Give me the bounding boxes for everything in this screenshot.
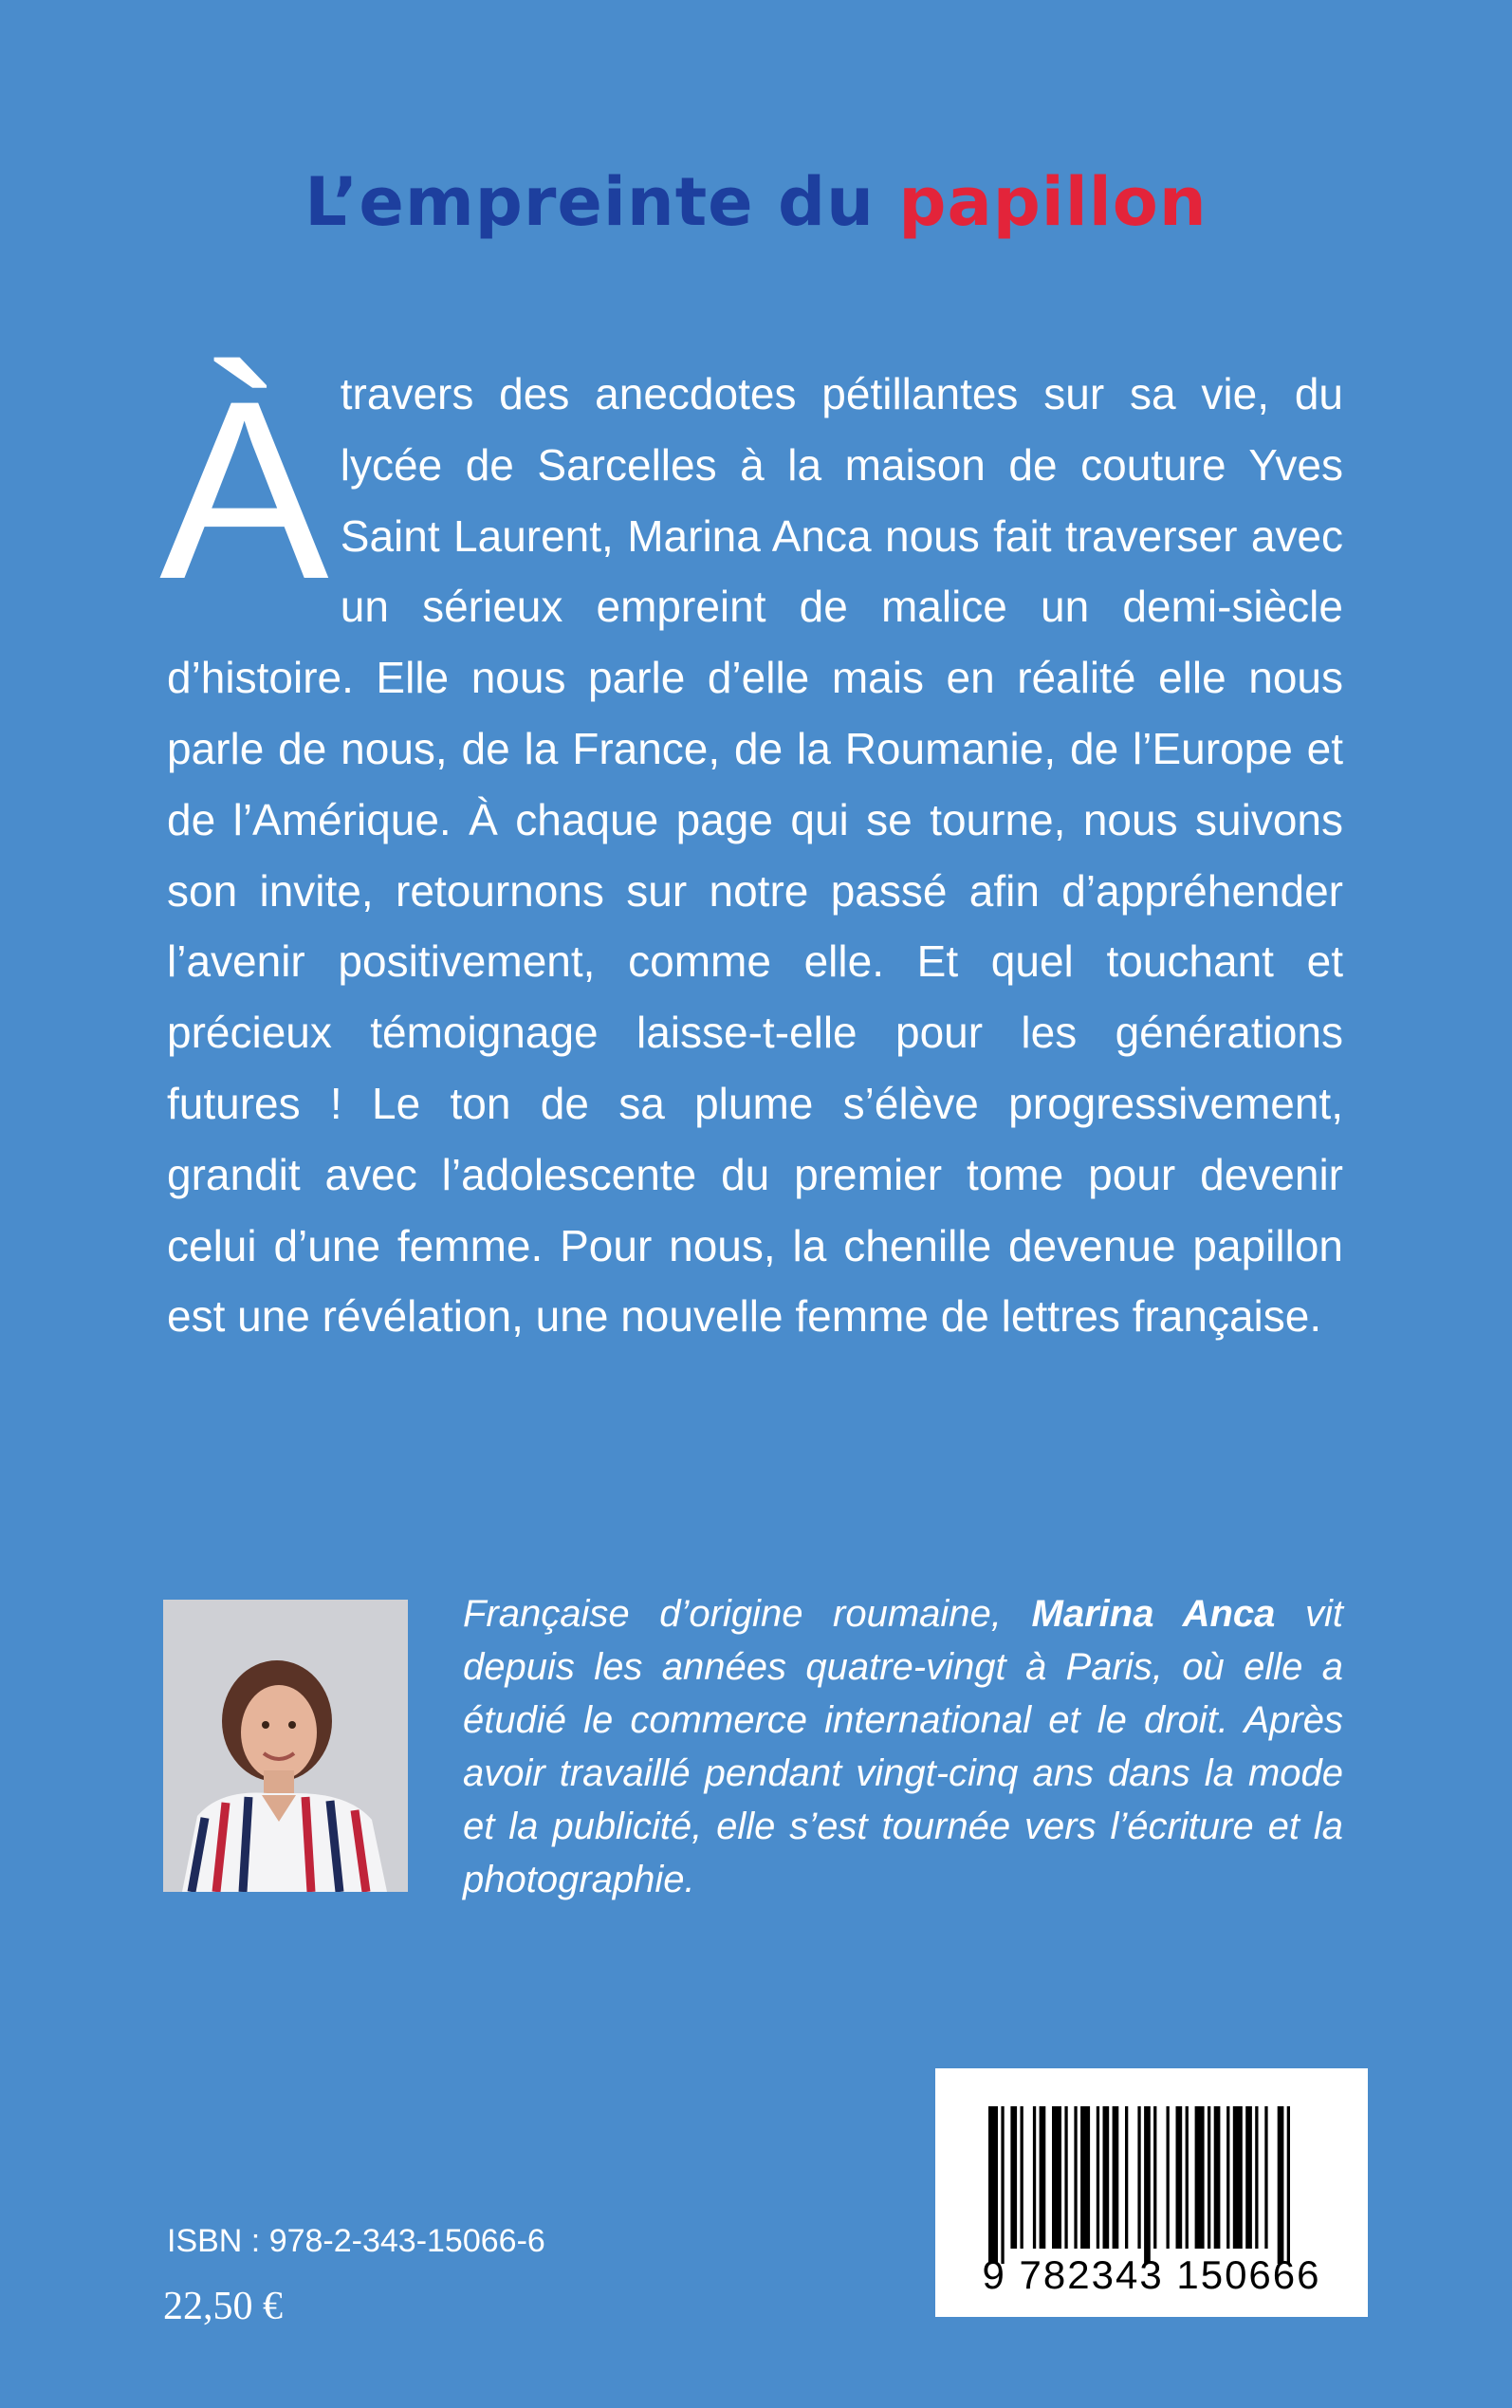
barcode-bar — [1052, 2106, 1061, 2249]
price: 22,50 € — [163, 2285, 283, 2328]
drop-cap: À — [159, 347, 329, 632]
barcode-bar — [1097, 2106, 1099, 2249]
author-name: Marina Anca — [1031, 1593, 1276, 1635]
barcode-bar — [1074, 2106, 1077, 2249]
barcode-bar — [1144, 2106, 1151, 2264]
back-cover-blurb — [159, 347, 1343, 1352]
barcode-bar — [1208, 2106, 1210, 2249]
author-bio-intro: Française d’origine roumaine, — [463, 1593, 1032, 1635]
author-portrait-image — [163, 1600, 408, 1892]
author-photo — [163, 1600, 408, 1892]
blurb-text: travers des anecdotes pétillantes sur sa vie, du lycée de Sarcelles à la maison de couture Yves Saint Laurent, Marina Anca nous fait traverser avec un sérieux empreint de malice un demi-siècle d’histoire. Elle nous parle d’elle mais en réalité elle nous parle de nous, de la France, de la Roumanie, de l’Europe et de l’Amérique. À chaque page qui se tourne, nous suivons son invite, retournons sur notre passé afin d’appréhender l’avenir positivement, comme elle. Et quel touchant et précieux témoignage laisse-t-elle pour les générations futures ! Le ton de sa plume s’élève progressivement, grandit avec l’adolescente du premier tome pour devenir celui d’une femme. Pour nous, la chenille devenue papillon est une révélation, une nouvelle femme de lettres française. — [167, 369, 1343, 1342]
barcode-bar — [1010, 2106, 1017, 2249]
barcode-bar — [1176, 2106, 1183, 2249]
title-part-1: L’empreinte — [304, 163, 754, 241]
author-bio — [463, 1587, 1343, 1906]
barcode-bar — [1245, 2106, 1252, 2249]
isbn: ISBN : 978-2-343-15066-6 — [167, 2223, 545, 2259]
barcode-bar — [1001, 2106, 1004, 2264]
barcode-bar — [1214, 2106, 1221, 2249]
barcode-bar — [1033, 2106, 1036, 2249]
barcode-digits: 9 782343 150666 — [982, 2252, 1321, 2297]
barcode-bar — [1233, 2106, 1243, 2249]
barcode-bar — [1080, 2106, 1090, 2249]
barcode-bar — [1167, 2106, 1170, 2249]
barcode-bar — [1137, 2106, 1140, 2249]
barcode-bar — [1195, 2106, 1205, 2249]
barcode-bar — [1125, 2106, 1128, 2249]
barcode-bar — [988, 2106, 998, 2264]
barcode-bar — [1103, 2106, 1110, 2249]
barcode-bar — [1113, 2106, 1119, 2249]
barcode-bar — [1264, 2106, 1267, 2249]
barcode-bar — [1287, 2106, 1290, 2264]
barcode-bar — [1186, 2106, 1189, 2249]
barcode-bar — [1153, 2106, 1156, 2249]
author-bio-rest: vit depuis les années quatre-vingt à Paris, où elle a étudié le commerce international et le droit. Après avoir travaillé pendant vingt-cinq ans dans la mode et la publicité, elle s’est tournée vers l’écriture et la photographie. — [463, 1593, 1343, 1900]
barcode-bar — [1021, 2106, 1023, 2249]
title-part-3: papillon — [898, 163, 1208, 241]
barcode-bar — [1255, 2106, 1258, 2249]
title-part-2: du — [778, 163, 875, 241]
barcode-bar — [1226, 2106, 1229, 2249]
barcode-bar — [1064, 2106, 1067, 2249]
barcode — [935, 2068, 1368, 2317]
barcode-bar — [1040, 2106, 1046, 2249]
barcode-bar — [1278, 2106, 1284, 2264]
book-title — [0, 159, 1512, 245]
